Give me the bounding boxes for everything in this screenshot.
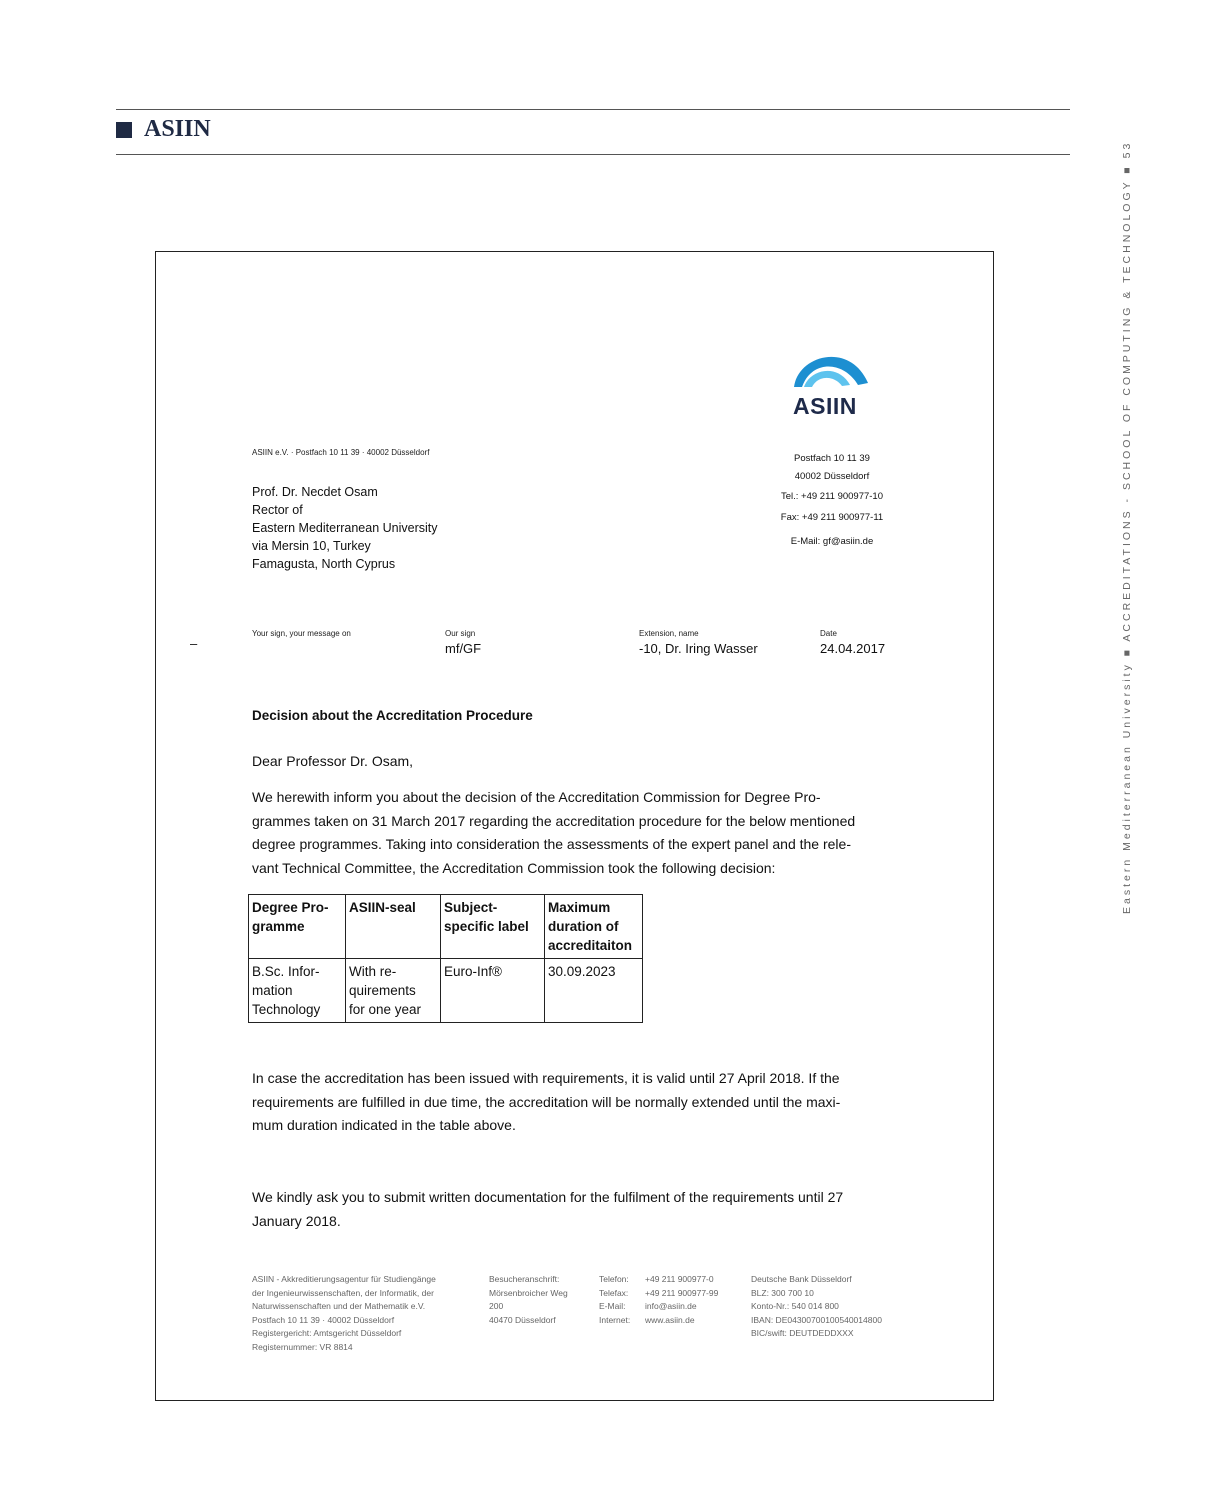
- paragraph-line: vant Technical Committee, the Accreditation Commission took the following decision:: [252, 859, 776, 876]
- footer-line: der Ingenieurwissenschaften, der Informatik, der: [252, 1287, 434, 1298]
- header-square-icon: [116, 122, 132, 138]
- footer-line: Konto-Nr.: 540 014 800: [751, 1301, 839, 1311]
- contact-tel: Tel.: +49 211 900977-10: [780, 491, 884, 502]
- footer-line: +49 211 900977-99: [645, 1287, 719, 1298]
- paragraph-line: mum duration indicated in the table above.: [252, 1117, 516, 1133]
- footer-col-visitor-address: [489, 1273, 568, 1327]
- cell-line: With re-: [349, 964, 397, 979]
- date-value: 24.04.2017: [820, 641, 886, 656]
- header-line: duration of: [548, 919, 619, 934]
- cell-seal: [346, 959, 441, 1023]
- sender-line: ASIIN e.V. · Postfach 10 11 39 · 40002 Düsseldorf: [252, 448, 430, 457]
- table-header-row: [249, 895, 643, 959]
- header-line: gramme: [252, 919, 305, 934]
- header-asiin-seal: [346, 895, 441, 959]
- contact-email: E-Mail: gf@asiin.de: [790, 536, 874, 547]
- paragraph-line: We kindly ask you to submit written documentation for the fulfilment of the requirements until 27: [252, 1189, 844, 1205]
- recipient-line: Prof. Dr. Necdet Osam: [252, 485, 378, 499]
- footer-line: BIC/swift: DEUTDEDDXXX: [751, 1328, 854, 1338]
- footer-line: Deutsche Bank Düsseldorf: [751, 1274, 852, 1284]
- extension-label: Extension, name: [639, 629, 699, 638]
- header-line: Degree Pro-: [252, 900, 329, 915]
- paragraph-3: [252, 1186, 843, 1233]
- cell-line: quirements: [349, 983, 416, 998]
- footer-col-association: [252, 1273, 436, 1354]
- footer-col-contact-labels: [599, 1273, 630, 1327]
- footer-col-contact-values: [645, 1273, 718, 1327]
- header-line: specific label: [444, 919, 529, 934]
- recipient-line: Famagusta, North Cyprus: [252, 557, 396, 571]
- footer-line: Postfach 10 11 39 · 40002 Düsseldorf: [252, 1314, 395, 1325]
- our-sign-value: mf/GF: [445, 641, 482, 656]
- cell-line: for one year: [349, 1002, 422, 1017]
- our-sign-label: Our sign: [445, 629, 476, 638]
- contact-city: 40002 Düsseldorf: [794, 471, 870, 482]
- decision-table: [248, 894, 643, 1023]
- header-title: ASIIN: [144, 116, 211, 142]
- footer-line: ASIIN - Akkreditierungsagentur für Studiengänge: [252, 1274, 436, 1284]
- cell-duration: [545, 959, 643, 1023]
- cell-line: Technology: [252, 1002, 321, 1017]
- footer-line: 40470 Düsseldorf: [489, 1314, 556, 1325]
- header-bottom-rule: [116, 154, 1070, 155]
- cell-line: mation: [252, 983, 293, 998]
- contact-fax: Fax: +49 211 900977-11: [780, 512, 884, 523]
- asiin-arc-icon: [788, 345, 874, 389]
- paragraph-line: grammes taken on 31 March 2017 regarding the accreditation procedure for the below mentioned: [252, 812, 856, 829]
- footer-line: Internet:: [599, 1314, 631, 1325]
- footer-line: www.asiin.de: [645, 1314, 695, 1325]
- header-top-rule: [116, 109, 1070, 110]
- your-sign-label: Your sign, your message on: [252, 629, 351, 638]
- cell-degree: [249, 959, 346, 1023]
- footer-line: +49 211 900977-0: [645, 1274, 714, 1284]
- footer-line: Besucheranschrift:: [489, 1274, 560, 1284]
- margin-mark: –: [190, 636, 198, 651]
- footer-line: Registernummer: VR 8814: [252, 1341, 353, 1352]
- footer-col-bank: [751, 1273, 882, 1341]
- footer-line: IBAN: DE04300700100540014800: [751, 1314, 882, 1325]
- contact-postfach: Postfach 10 11 39: [794, 453, 870, 464]
- footer-line: Mörsenbroicher Weg: [489, 1287, 568, 1298]
- extension-value: -10, Dr. Iring Wasser: [639, 641, 758, 656]
- header-line: accreditaiton: [548, 938, 633, 953]
- header-line: Subject-: [444, 900, 498, 915]
- recipient-line: Rector of: [252, 503, 303, 517]
- recipient-line: Eastern Mediterranean University: [252, 521, 438, 535]
- footer-line: info@asiin.de: [645, 1301, 697, 1311]
- footer-line: Telefax:: [599, 1287, 629, 1298]
- cell-line: B.Sc. Infor-: [252, 964, 320, 979]
- footer-line: Registergericht: Amtsgericht Düsseldorf: [252, 1328, 402, 1338]
- sidebar-vertical-text: Eastern Mediterranean University ■ ACCREDITATIONS - SCHOOL OF COMPUTING & TECHNOLOGY ■ 53: [1121, 140, 1133, 914]
- page-header: [116, 116, 211, 143]
- paragraph-2: [252, 1067, 840, 1138]
- paragraph-line: January 2018.: [252, 1212, 341, 1229]
- paragraph-line: We herewith inform you about the decision of the Accreditation Commission for Degree Pro-: [252, 789, 821, 805]
- letter-salutation: Dear Professor Dr. Osam,: [252, 753, 414, 769]
- date-label: Date: [820, 629, 837, 638]
- header-subject-label: [441, 895, 545, 959]
- paragraph-line: degree programmes. Taking into consideration the assessments of the expert panel and the rele-: [252, 836, 851, 852]
- footer-line: 200: [489, 1301, 504, 1311]
- table-row: [249, 959, 643, 1023]
- paragraph-line: requirements are fulfilled in due time, the accreditation will be normally extended until the maxi-: [252, 1093, 841, 1110]
- header-line: ASIIN-seal: [349, 900, 416, 915]
- logo-text: ASIIN: [793, 393, 857, 419]
- footer-line: Naturwissenschaften und der Mathematik e.V.: [252, 1301, 426, 1311]
- asiin-logo: [788, 345, 874, 425]
- contact-block: [742, 450, 922, 552]
- footer-line: Telefon:: [599, 1274, 629, 1284]
- footer-line: BLZ: 300 700 10: [751, 1287, 814, 1298]
- recipient-line: via Mersin 10, Turkey: [252, 539, 371, 553]
- header-degree-programme: [249, 895, 346, 959]
- cell-line: 30.09.2023: [548, 964, 616, 979]
- letter-subject: Decision about the Accreditation Procedure: [252, 708, 533, 723]
- paragraph-line: In case the accreditation has been issued with requirements, it is valid until 27 April 2018. If the: [252, 1070, 840, 1086]
- header-max-duration: [545, 895, 643, 959]
- header-line: Maximum: [548, 900, 611, 915]
- footer-line: E-Mail:: [599, 1301, 626, 1311]
- cell-line: Euro-Inf®: [444, 964, 502, 979]
- paragraph-1: [252, 786, 855, 880]
- recipient-address: [252, 483, 438, 573]
- cell-label: [441, 959, 545, 1023]
